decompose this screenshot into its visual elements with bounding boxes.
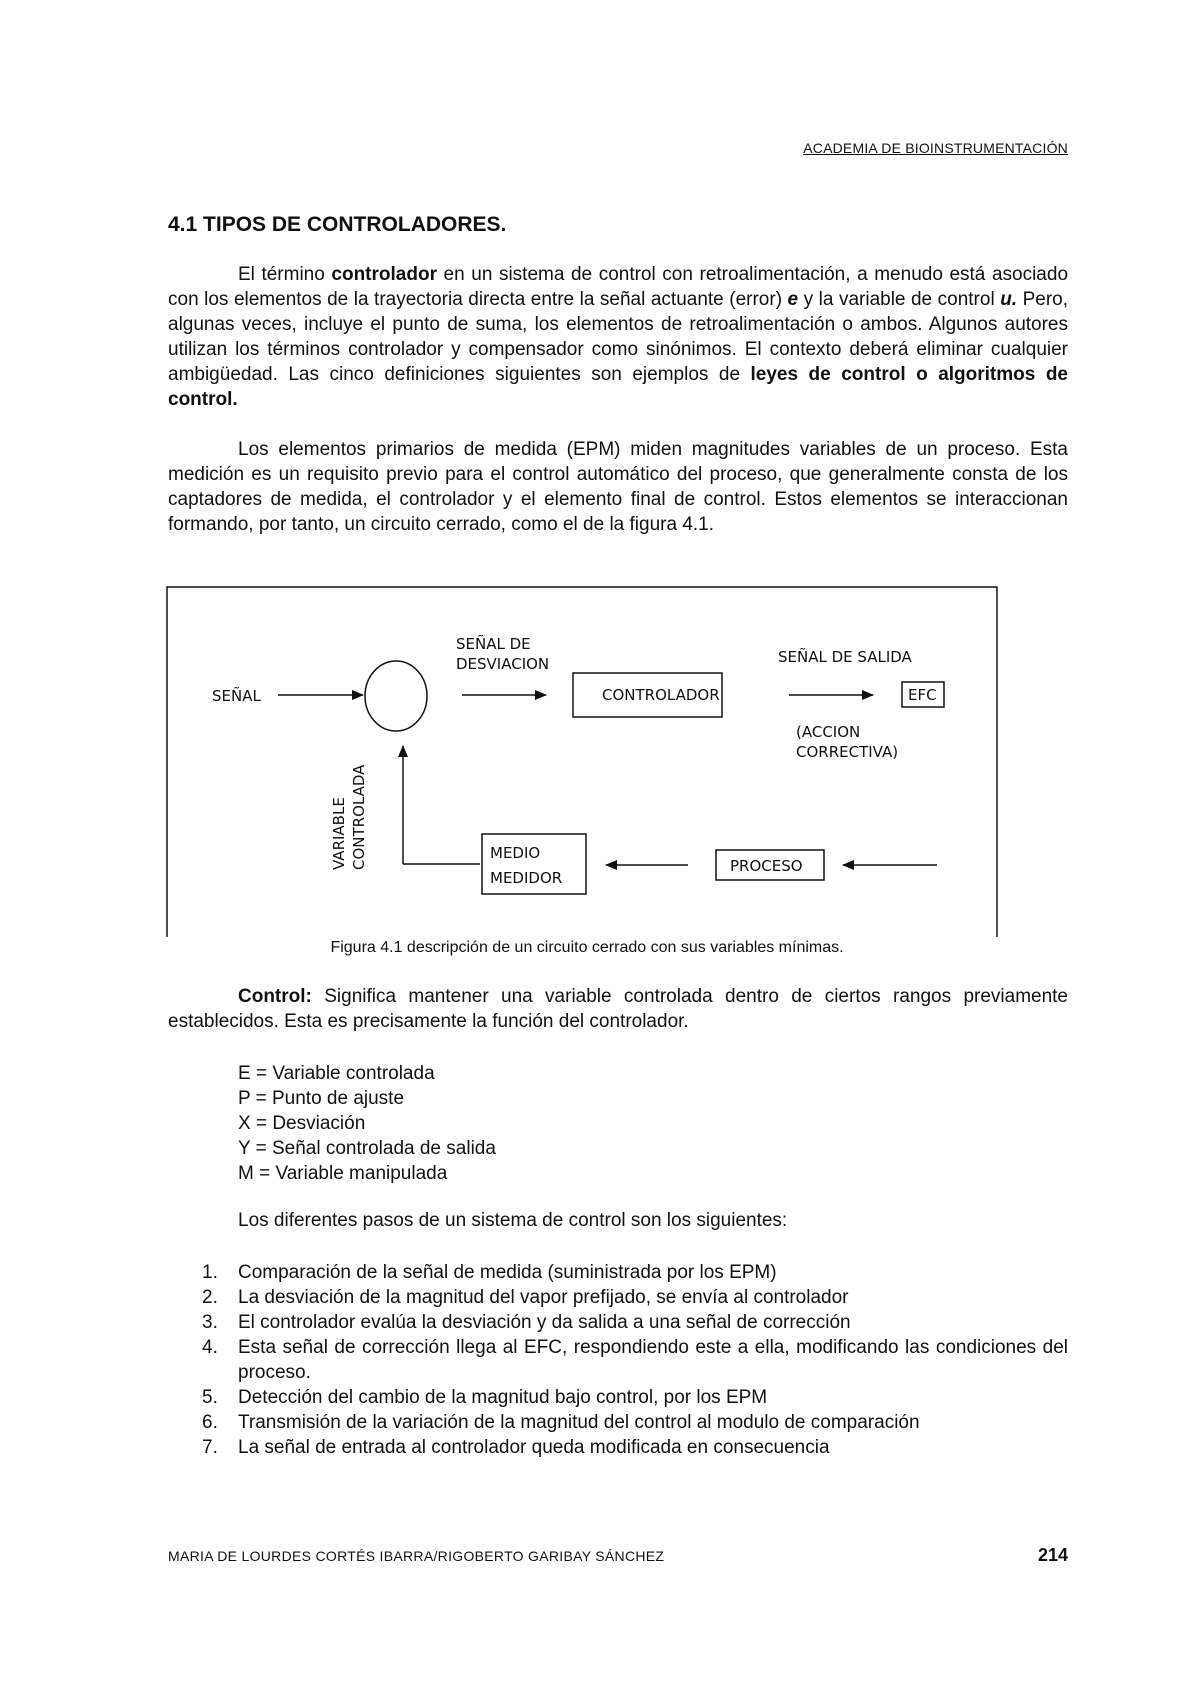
list-item: 7. La señal de entrada al controlador queda modificada en consecuencia [202, 1437, 830, 1458]
paragraph-controller-definition: El término controlador en un sistema de control con retroalimentación, a menudo está asociado con los elementos de la trayectoria directa entre la señal actuante (error) e y la variable de control u. Pero, algunas veces, incluye el punto de suma, los elementos de retroalimentación o ambos. Algunos autores utilizan los términos controlador y compensador como sinónimos. El contexto deberá eliminar cualquier ambigüedad. Las cinco definiciones siguientes son ejemplos de leyes de control o algoritmos de control. [168, 264, 1069, 410]
list-item: 2. La desviación de la magnitud del vapor prefijado, se envía al controlador [202, 1287, 849, 1308]
steps-list [168, 1260, 1068, 1460]
summing-junction [365, 661, 427, 731]
input-signal-label: SEÑAL [212, 687, 261, 705]
output-signal-label: SEÑAL DE SALIDA [778, 648, 912, 666]
definition-item: X = Desviación [238, 1113, 366, 1134]
corrective-action-1: (ACCION [796, 723, 861, 741]
definition-item: M = Variable manipulada [238, 1163, 448, 1184]
running-header: ACADEMIA DE BIOINSTRUMENTACIÓN [803, 140, 1068, 156]
process-label: PROCESO [730, 857, 803, 875]
closed-loop-diagram [166, 586, 998, 938]
efc-label: EFC [908, 686, 937, 704]
corrective-action-2: CORRECTIVA) [796, 743, 899, 761]
list-item: 6. Transmisión de la variación de la magnitud del control al modulo de comparación [202, 1412, 920, 1433]
steps-intro: Los diferentes pasos de un sistema de control son los siguientes: [238, 1210, 788, 1231]
figure-frame [167, 587, 997, 937]
footer-authors: MARIA DE LOURDES CORTÉS IBARRA/RIGOBERTO GARIBAY SÁNCHEZ [168, 1548, 665, 1564]
figure-caption: Figura 4.1 descripción de un circuito cerrado con sus variables mínimas. [330, 939, 844, 956]
list-item: 3. El controlador evalúa la desviación y da salida a una señal de corrección [202, 1312, 851, 1333]
page-number: 214 [1037, 1545, 1068, 1565]
controller-label: CONTROLADOR [602, 686, 720, 704]
closed-loop-figure [166, 586, 998, 938]
definition-item: E = Variable controlada [238, 1063, 435, 1084]
meter-label-1: MEDIO [490, 844, 541, 862]
meter-label-2: MEDIDOR [490, 869, 563, 887]
deviation-label-1: SEÑAL DE [456, 635, 531, 653]
list-item: 1. Comparación de la señal de medida (suministrada por los EPM) [202, 1262, 777, 1283]
section-title: 4.1 TIPOS DE CONTROLADORES. [168, 213, 507, 236]
definition-item: Y = Señal controlada de salida [238, 1138, 496, 1159]
paragraph-control-definition: Control: Significa mantener una variable controlada dentro de ciertos rangos previamente establecidos. Esta es precisamente la función del controlador. [168, 986, 1069, 1032]
paragraph-epm: Los elementos primarios de medida (EPM) miden magnitudes variables de un proceso. Esta medición es un requisito previo para el control automático del proceso, que generalmente consta de los captadores de medida, el controlador y el elemento final de control. Estos elementos se interaccionan formando, por tanto, un circuito cerrado, como el de la figura 4.1. [168, 439, 1068, 535]
definition-item: P = Punto de ajuste [238, 1088, 405, 1109]
controlled-variable-label-1: VARIABLE [330, 797, 348, 870]
list-item: 5. Detección del cambio de la magnitud bajo control, por los EPM [202, 1387, 768, 1408]
definitions-list [238, 1061, 496, 1186]
deviation-label-2: DESVIACION [456, 655, 550, 673]
list-item: 4. Esta señal de corrección llega al EFC, respondiendo este a ella, modificando las condiciones del proceso. [202, 1337, 1068, 1383]
controlled-variable-label-2: CONTROLADA [350, 764, 368, 870]
